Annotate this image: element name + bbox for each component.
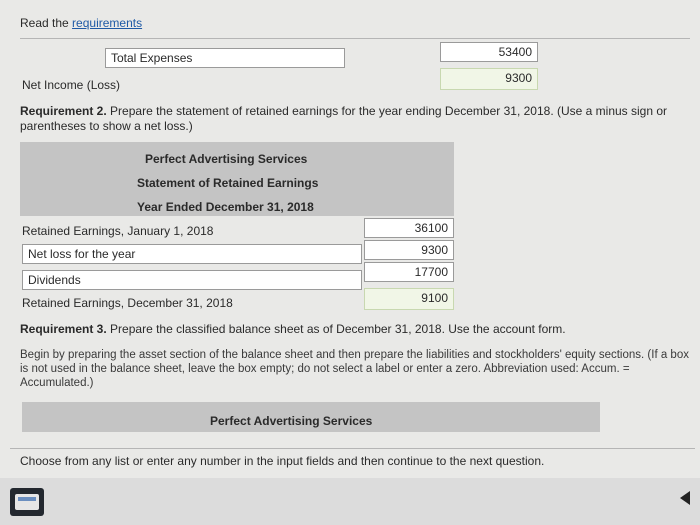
read-label: Read the [20, 16, 69, 30]
balance-sheet-company-name: Perfect Advertising Services [210, 414, 373, 428]
requirement-2-instructions: Requirement 2. Prepare the statement of retained earnings for the year ending December 31, 2018. (Use a minus sign or parentheses to show a net loss.) [20, 104, 668, 133]
net-loss-input[interactable]: 9300 [364, 240, 454, 260]
retained-earnings-dec-input[interactable]: 9100 [364, 288, 454, 310]
calculator-icon[interactable] [10, 488, 44, 516]
retained-earnings-dec-label: Retained Earnings, December 31, 2018 [22, 296, 233, 310]
read-requirements-text [20, 16, 142, 30]
company-name: Perfect Advertising Services [145, 152, 308, 166]
bottom-divider [10, 448, 695, 449]
triangle-left-icon [676, 488, 694, 508]
top-divider [20, 38, 690, 39]
net-income-input[interactable]: 9300 [440, 68, 538, 90]
dividends-label-select[interactable]: Dividends [22, 270, 362, 290]
requirement-3-instructions: Requirement 3. Prepare the classified balance sheet as of December 31, 2018. Use the account form. [20, 322, 566, 336]
statement-period: Year Ended December 31, 2018 [137, 200, 314, 214]
balance-sheet-instructions: Begin by preparing the asset section of the balance sheet and then prepare the liabilities and stockholders' equity sections. (If a box is not used in the balance sheet, leave the box empty; do not select a label or enter a zero. Abbreviation used: Accum. = Accumulated.) [20, 349, 689, 389]
net-loss-label-select[interactable]: Net loss for the year [22, 244, 362, 264]
dividends-input[interactable]: 17700 [364, 262, 454, 282]
requirements-link[interactable]: requirements [72, 16, 143, 30]
calculator-icon-shape [10, 488, 44, 516]
retained-earnings-jan-label: Retained Earnings, January 1, 2018 [22, 224, 214, 238]
retained-earnings-jan-input[interactable]: 36100 [364, 218, 454, 238]
bottom-toolbar [0, 478, 700, 525]
statement-title: Statement of Retained Earnings [137, 176, 319, 190]
footer-prompt: Choose from any list or enter any number in the input fields and then continue to the next question. [20, 454, 545, 468]
previous-arrow-icon[interactable] [676, 488, 694, 508]
total-expenses-label-select[interactable]: Total Expenses [105, 48, 345, 68]
total-expenses-input[interactable]: 53400 [440, 42, 538, 62]
net-income-label: Net Income (Loss) [22, 78, 121, 92]
